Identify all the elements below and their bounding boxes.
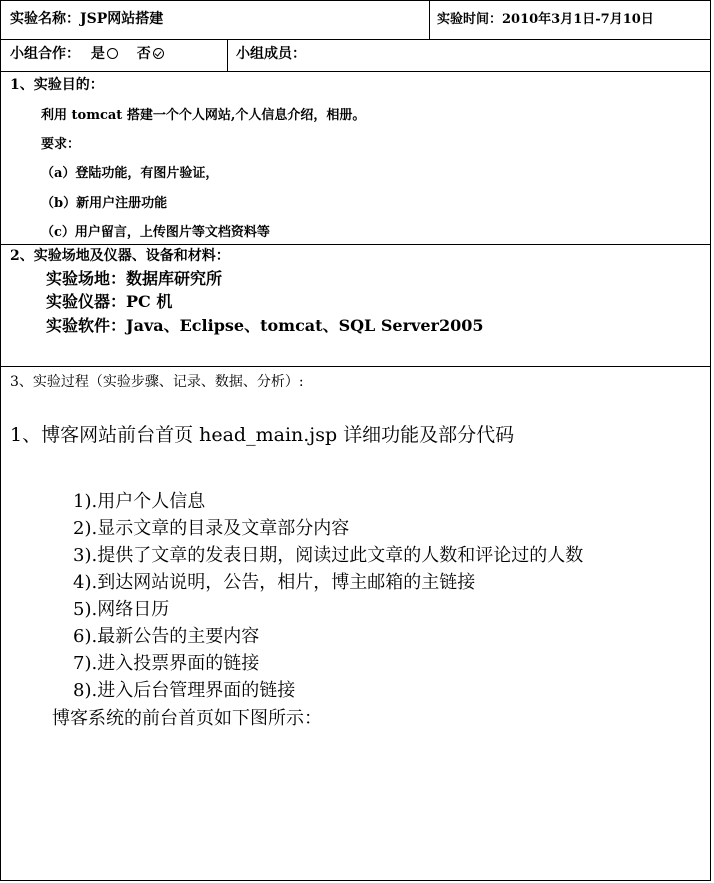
venue-line: 实验场地：数据库研究所 [46,269,223,288]
process-item: 4).到达网站说明，公告，相片，博主邮箱的主链接 [73,572,476,593]
yes-radio-icon [107,48,118,59]
process-item: 8).进入后台管理界面的链接 [73,680,296,701]
process-heading: 3、实验过程（实验步骤、记录、数据、分析）: [10,374,304,390]
purpose-line: 要求： [41,137,81,152]
process-item: 2).显示文章的目录及文章部分内容 [73,518,350,539]
row-divider [1,366,710,367]
members-label: 小组成员： [236,46,306,62]
column-divider [227,39,228,71]
purpose-line: （c）用户留言，上传图片等文档资料等 [41,225,270,240]
group-cooperation-row [10,47,164,61]
row-divider [1,39,710,40]
process-item: 3).提供了文章的发表日期，阅读过此文章的人数和评论过的人数 [73,545,584,566]
experiment-name: 实验名称：JSP网站搭建 [10,11,164,27]
purpose-line: （a）登陆功能，有图片验证， [41,166,219,181]
process-footer: 博客系统的前台首页如下图所示： [52,708,322,729]
process-item: 6).最新公告的主要内容 [73,626,260,647]
row-divider [1,71,710,72]
no-label: 否 [136,46,151,62]
venue-line: 实验仪器：PC 机 [46,292,173,311]
process-item: 7).进入投票界面的链接 [73,653,260,674]
venue-heading: 2、实验场地及仪器、设备和材料： [10,248,230,264]
process-item: 5).网络日历 [73,599,170,620]
row-divider [1,244,710,245]
purpose-line: （b）新用户注册功能 [41,196,168,211]
process-item: 1).用户个人信息 [73,491,206,512]
experiment-time: 实验时间：2010年3月1日-7月10日 [437,12,654,27]
process-title: 1、博客网站前台首页 head_main.jsp 详细功能及部分代码 [10,424,515,446]
purpose-heading: 1、实验目的： [10,77,104,93]
venue-line: 实验软件：Java、Eclipse、tomcat、SQL Server2005 [46,316,484,335]
yes-label: 是 [90,46,105,62]
purpose-line: 利用 tomcat 搭建一个个人网站,个人信息介绍，相册。 [41,108,366,123]
no-checked-radio-icon [153,48,164,59]
cooperation-label: 小组合作： [10,46,80,62]
column-divider [429,1,430,39]
